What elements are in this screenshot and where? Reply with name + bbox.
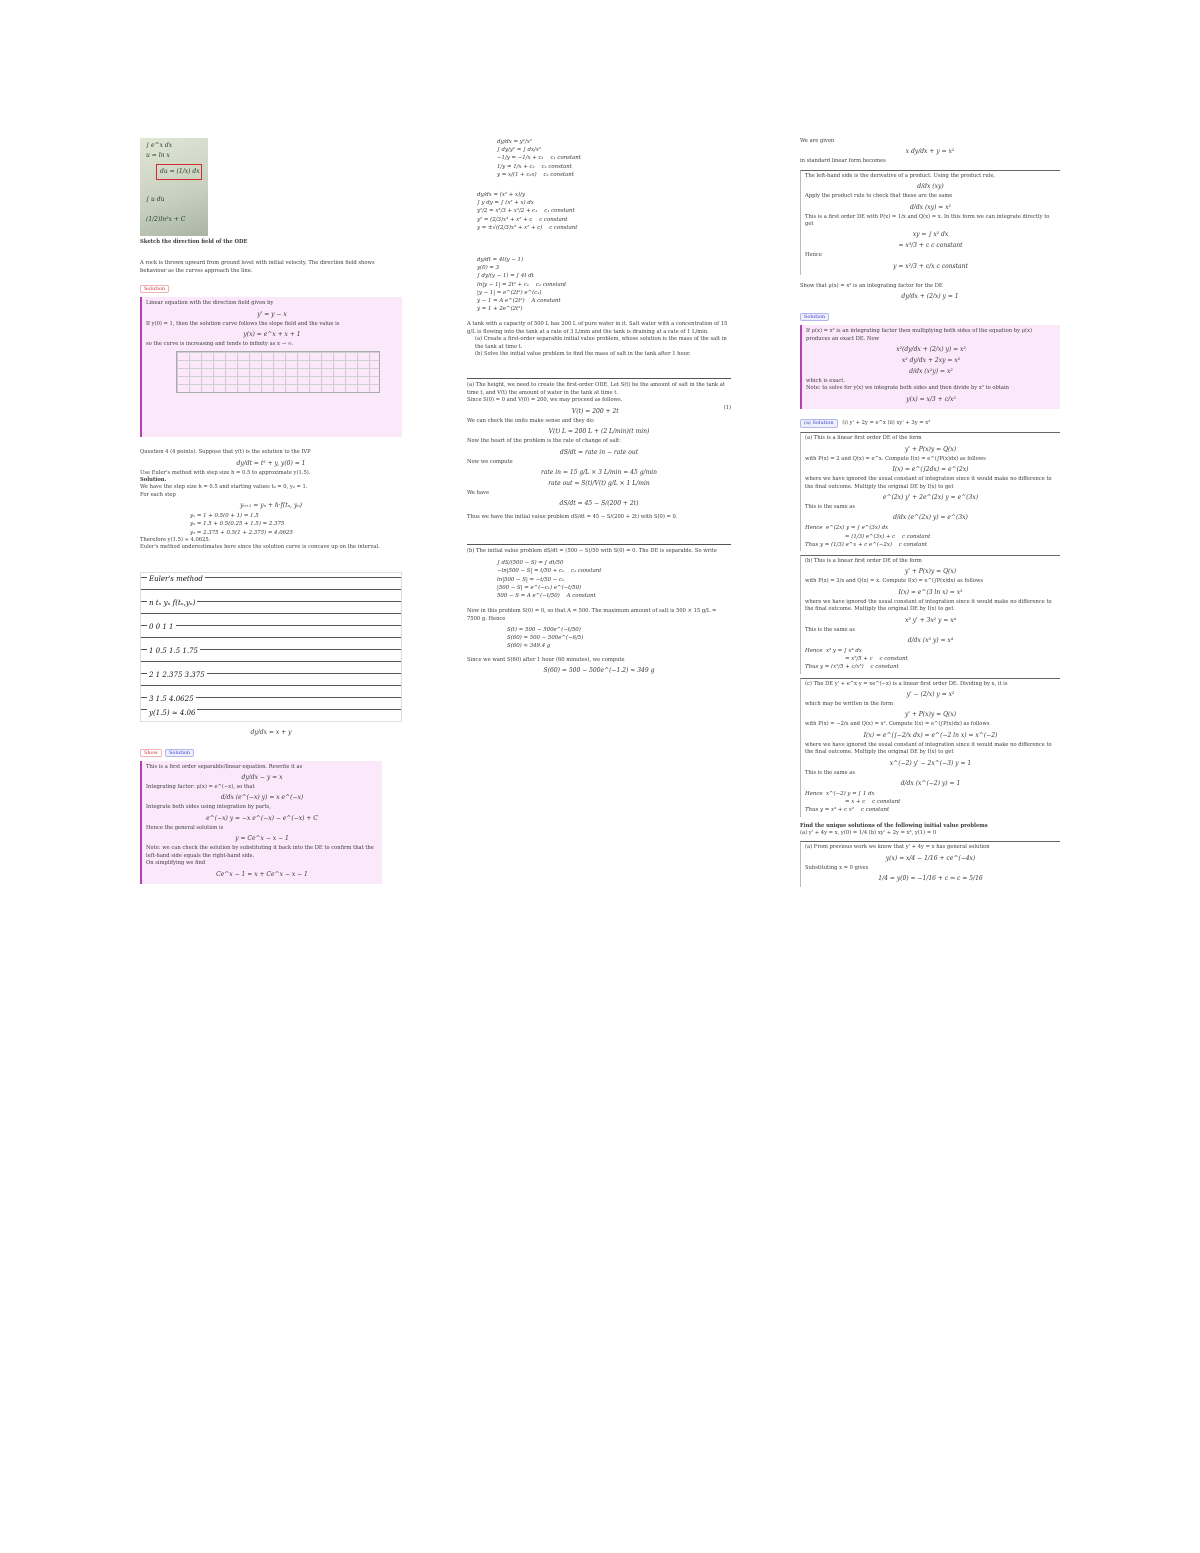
- box-equation: d/dx (x³ y) = x⁴: [907, 636, 954, 644]
- equation-line: 1/y = 1/x + c₂ c₂ constant: [497, 163, 572, 170]
- box-equation: y(x) = x/4 − 1/16 + ce^(−4x): [885, 854, 976, 862]
- we-have-text: We have: [467, 489, 490, 496]
- equation-line: −1/y = −1/x + c₁ c₁ constant: [497, 155, 581, 162]
- equation-line: dy/dt = 4t(y − 1): [477, 257, 524, 264]
- box-equation: = x⁵/5 + c c constant: [845, 656, 908, 663]
- equation-line: y − 1 = A e^(2t²) A constant: [477, 298, 561, 305]
- units-text: We can check the units make sense and they do:: [467, 417, 595, 424]
- photo-line: ∫ u du: [146, 196, 165, 203]
- equation-line: dy/dx = (x² + x)/y: [477, 192, 525, 199]
- exercise-2: [800, 419, 1060, 428]
- equation-line: S(60) ≈ 349.4 g: [507, 643, 551, 650]
- linear-note: in standard linear form becomes: [800, 158, 886, 165]
- equation-line: ln|y − 1| = 2t² + c₁ c₁ constant: [477, 281, 567, 288]
- equation-line: ∫ y dy = ∫ (x² + x) dx: [477, 200, 534, 207]
- exercise-2-equations: (i) y' + 2y = e^x (ii) xy' + 3y = x²: [842, 419, 931, 426]
- solution-line: We have the step size h = 0.5 and starting values t₀ = 0, y₀ = 1.: [140, 484, 308, 491]
- box-line: so the curve is increasing and tends to infinity as x → ∞.: [146, 341, 294, 348]
- part-a-answer: (a) The height, we need to create the first-order ODE. Let S(t) be the amount of salt in the tank at time t, and V(t) the amount of water in the tank at time t.: [467, 382, 725, 396]
- equation-line: y(0) = 3: [477, 265, 500, 272]
- box-line: Integrating factor: μ(x) = e^(−x), so that: [146, 784, 255, 791]
- given-text: We are given: [800, 138, 835, 144]
- box-equation: d/dx (x²y) = x²: [909, 368, 953, 376]
- box-equation: y' + P(x)y = Q(x): [904, 711, 957, 719]
- box-equation: y' = y − x: [257, 310, 287, 318]
- exercise-2-chip[interactable]: (a) Solution: [800, 419, 838, 428]
- box-equation: Thus y = x³ + c x² c constant: [805, 807, 890, 814]
- box-line: which is exact.: [806, 378, 846, 385]
- equation-line: dy/dx = y²/x²: [497, 139, 532, 145]
- tank-problem: A tank with a capacity of 500 L has 200 L of pure water in it. Salt water with a concentration of 15 g/L is flowing into the tank at a rate of 3 L/min and the tank is draining at a rate of 1 L/min.: [467, 321, 728, 335]
- part-b-answer: (b) The initial value problem dS/dt = (500 − S)/50 with S(0) = 0. The DE is separable. So write: [467, 547, 717, 554]
- compute-text: Now we compute: [467, 458, 513, 465]
- box-equation: x^(−2) y' − 2x^(−3) y = 1: [889, 759, 972, 767]
- box-line: Linear equation with the direction field given by: [146, 300, 274, 307]
- volume-equation: V(t) = 200 + 2t: [571, 407, 619, 415]
- part-b-question: (b) Solve the initial value problem to find the mass of salt in the tank after 1 hour.: [475, 351, 691, 358]
- equation-line: 500 − S = A e^(−t/50) A constant: [497, 592, 596, 599]
- box-line: On simplifying we find: [146, 860, 206, 867]
- box-line: with P(x) = 2 and Q(x) = e^x. Compute I(x) = e^(∫P(x)dx) as follows: [805, 455, 986, 462]
- handwritten-table: [140, 572, 402, 722]
- solution-line: For each step: [140, 491, 176, 498]
- rate-out-equation: rate out = S(t)/V(t) g/L × 1 L/min: [548, 479, 650, 487]
- conclude-text: Since we want S(60) after 1 hour (60 minutes), we compute: [467, 656, 625, 663]
- photo-line: (1/2)ln²x + C: [146, 216, 186, 223]
- rate-text: Now the heart of the problem is the rate of change of salt:: [467, 438, 621, 445]
- solution-equation: yₙ₊₁ = yₙ + h·f(tₙ, yₙ): [239, 502, 303, 510]
- box-equation: y = x²/3 + c/x c constant: [893, 262, 968, 270]
- box-line: If y(0) = 1, then the solution curve follows the slope field and the value is: [146, 320, 340, 327]
- hw-row: 1 0.5 1.5 1.75: [149, 646, 198, 655]
- box-line: where we have ignored the usual constant of integration since it would make no difference to the final outcome. Multiply the original DE by I(x) to get: [805, 741, 1052, 756]
- divider: [467, 378, 731, 379]
- equation-row: [467, 405, 731, 418]
- box-equation: d/dx (xy): [917, 183, 944, 191]
- equation-line: y = x/(1 + c₂x) c₂ constant: [497, 171, 574, 178]
- rate-in-equation: rate in = 15 g/L × 3 L/min = 45 g/min: [540, 468, 658, 476]
- equation-line: y = ±√((2/3)x³ + x² + c) c constant: [477, 224, 578, 231]
- box-line: This is the same as: [805, 626, 856, 633]
- box-equation: x³ y' + 3x² y = x⁴: [904, 616, 957, 624]
- solution-link[interactable]: Solution: [140, 285, 169, 293]
- hw-row: 3 1.5 4.0625: [149, 694, 194, 703]
- solution-chip[interactable]: Solution: [800, 313, 829, 321]
- box-line: Integrate both sides using integration by parts,: [146, 804, 271, 811]
- rate-equation: dS/dt = rate in − rate out: [559, 448, 639, 456]
- box-equation: y = Ce^x − x − 1: [235, 835, 289, 843]
- box-line: Hence the general solution is: [146, 824, 224, 831]
- paragraph: A rock is thrown upward from ground level with initial velocity. The direction field shows behaviour as the curves approach the line.: [140, 260, 375, 274]
- given-equation: x dy/dx + y = x²: [905, 148, 955, 156]
- box-equation: d/dx (e^(2x) y) = e^(3x): [893, 514, 968, 522]
- box-equation: y' + P(x)y = Q(x): [904, 445, 957, 453]
- final-equation: S(60) = 500 − 500e^(−1.2) ≈ 349 g: [543, 666, 655, 674]
- box-line: where we have ignored the usual constant of integration since it would make no difference to the final outcome. Multiply the original DE by I(x) to get: [805, 598, 1052, 613]
- equation-line: y²/2 = x³/3 + x²/2 + c₁ c₁ constant: [477, 208, 575, 215]
- box-equation: I(x) = e^(3 ln x) = x³: [898, 588, 963, 596]
- separable-block-3: [477, 256, 731, 313]
- equation-line: S(t) = 500 − 500e^(−t/50): [507, 626, 581, 633]
- equation-line: ∫ dy/y² = ∫ dx/x²: [497, 147, 542, 154]
- box-equation: = x + c c constant: [845, 799, 901, 806]
- box-line: This is the same as: [805, 769, 856, 776]
- separable-block-2: [477, 191, 731, 232]
- box-line: If μ(x) = x² is an integrating factor then multiplying both sides of the equation by μ(x) produces an exact DE. Now: [806, 328, 1033, 342]
- units-equation: V(t) L = 200 L + (2 L/min)(t min): [548, 428, 650, 436]
- box-line: (c) The DE y' + e^x y = xe^(−x) is a linear first order DE. Dividing by x, it is: [805, 680, 1008, 687]
- box-equation: = (1/3) e^(3x) + c c constant: [845, 533, 931, 540]
- ode-equation: dy/dx = x + y: [250, 728, 292, 736]
- question-4: Question 4 (4 points). Suppose that y(t) is the solution to the IVP: [140, 449, 311, 456]
- box-line: with P(x) = 3/x and Q(x) = x. Compute I(x) = e^(∫P(x)dx) as follows: [805, 578, 984, 585]
- box-line: Substituting x = 0 gives: [805, 864, 869, 871]
- photo-caption: Sketch the direction field of the ODE: [140, 239, 248, 245]
- box-line: Hence: [805, 252, 822, 259]
- box-line: where we have ignored the usual constant of integration since it would make no difference to the final outcome. Multiply the original DE by I(x) to get: [805, 476, 1052, 490]
- box-line: This is the same as: [805, 503, 856, 510]
- box-line: Note: to solve for y(x) we integrate both sides and then divide by x² to obtain: [806, 385, 1009, 392]
- direction-field-plot: [176, 351, 380, 393]
- solution-equation: y₁ = 1 + 0.5(0 + 1) = 1.5: [190, 513, 259, 520]
- box-equation: Hence e^(2x) y = ∫ e^(3x) dx: [805, 525, 889, 532]
- product-rule-box: [800, 170, 1060, 275]
- question-4-note: Use Euler's method with step size h = 0.5 to approximate y(1.5).: [140, 469, 311, 476]
- part-c-box: [800, 678, 1060, 817]
- box-equation: Ce^x − 1 = x + Ce^x − x − 1: [216, 870, 308, 878]
- part-a-box: [800, 432, 1060, 551]
- box-equation: xy = ∫ x² dx: [912, 231, 949, 239]
- separable-block-1: [497, 138, 731, 179]
- separable-block-4: [497, 559, 731, 600]
- solution-equation: y₃ = 2.375 + 0.5(1 + 2.375) = 4.0625: [190, 529, 293, 536]
- box-equation: Thus y = (x²/5 + c/x³) c constant: [805, 664, 899, 671]
- solution-chip[interactable]: Solution: [165, 749, 194, 757]
- box-equation: I(x) = e^(∫−2/x dx) = e^(−2 ln x) = x^(−2): [863, 731, 998, 739]
- solution-label: Solution.: [140, 477, 167, 484]
- hw-title: Euler's method: [149, 574, 203, 583]
- answer: Therefore y(1.5) ≈ 4.0625.: [140, 536, 211, 543]
- final-text: Now in this problem S(0) = 0, so that A = 500. The maximum amount of salt is 500 × 15 g/L = 7500 g. Hence: [467, 608, 717, 622]
- equation-line: y = 1 + 2e^(2t²): [477, 306, 523, 313]
- column-2: [467, 138, 731, 677]
- box-equation: d/dx (xy) = x²: [909, 203, 952, 211]
- part-a-answer-2: Since S(0) = 0 and V(0) = 200, we may proceed as follows.: [467, 397, 623, 404]
- ivp-equations: (a) y' + 4y = x, y(0) = 1/4 (b) xy' + 2y = x³, y(1) = 0: [800, 830, 937, 837]
- part-a-question: (a) Create a first-order separable initial value problem, whose solution is the mass of the salt in the tank at time t.: [475, 336, 727, 350]
- box-equation: y' − (2/x) y = x²: [906, 690, 955, 698]
- box-line: with P(x) = −2/x and Q(x) = x². Compute I(x) = e^(∫P(x)dx) as follows: [805, 721, 990, 728]
- box-equation: Hence x^(−2) y = ∫ 1 dx: [805, 791, 875, 797]
- equation-line: |500 − S| = e^(−c₁) e^(−t/50): [497, 584, 582, 591]
- box-equation: I(x) = e^(∫2dx) = e^(2x): [892, 466, 969, 474]
- box-equation: y(x) = x/3 + c/x²: [906, 395, 956, 403]
- equation-line: ∫ dS/(500 − S) = ∫ dt/50: [497, 560, 564, 567]
- box-equation: e^(2x) y' + 2e^(2x) y = e^(3x): [882, 493, 979, 501]
- box-equation: d/dx (x^(−2) y) = 1: [900, 780, 961, 787]
- box-equation: Hence x³ y = ∫ x⁴ dx: [805, 647, 862, 654]
- box-line: (a) This is a linear first order DE of the form: [805, 435, 922, 442]
- equation-line: y² = (2/3)x³ + x² + c c constant: [477, 216, 568, 223]
- box-equation: = x³/3 + c c constant: [898, 242, 963, 250]
- equation-line: ∫ dy/(y − 1) = ∫ 4t dt: [477, 273, 534, 280]
- handwritten-photo: [140, 138, 208, 236]
- question-4-equation: dy/dt = t² + y, y(0) = 1: [236, 459, 306, 467]
- equation-line: ln|500 − S| = −t/50 − c₁: [497, 576, 565, 583]
- column-3: [800, 138, 1060, 891]
- box-equation: y(x) = e^x + x + 1: [243, 331, 301, 339]
- box-line: The left-hand side is the derivative of a product. Using the product rule,: [805, 172, 996, 179]
- box-line: (a) From previous work we know that y' + 4y = x has general solution: [805, 844, 990, 851]
- box-equation: Thus y = (1/3) e^x + c e^(−2x) c constant: [805, 541, 928, 548]
- column-1: [140, 138, 402, 887]
- solution-equation: y₂ = 1.5 + 0.5(0.25 + 1.5) = 2.375: [190, 521, 285, 528]
- equation-line: S(60) = 500 − 500e^(−6/5): [507, 635, 584, 642]
- box-line: (b) This is a linear first order DE of the form: [805, 557, 922, 564]
- answer-note: Euler's method underestimates here since the solution curve is concave up on the interval.: [140, 544, 380, 551]
- part-b-box: [800, 555, 1060, 674]
- box-equation: y' + P(x)y = Q(x): [904, 568, 957, 576]
- equation-line: −ln|500 − S| = t/50 + c₁ c₁ constant: [497, 568, 602, 575]
- show-equation: dy/dx + (2/x) y = 1: [901, 293, 959, 301]
- box-equation: d/dx (e^(−x) y) = x e^(−x): [220, 794, 304, 802]
- solution-box-2: [140, 761, 382, 884]
- ivp-answer: Thus we have the initial value problem dS/dt = 45 − S/(200 + 2t) with S(0) = 0.: [467, 514, 678, 521]
- box-line: which may be written in the form: [805, 700, 894, 707]
- box-equation: dy/dx − y = x: [241, 774, 283, 782]
- box-line: Note: we can check the solution by substituting it back into the DE to confirm that the left-hand side equals the right-hand side.: [146, 845, 374, 859]
- show-chip[interactable]: Show: [140, 749, 162, 757]
- hw-row: n tₙ yₙ f(tₙ,yₙ): [149, 598, 196, 607]
- ode-equation: dS/dt = 45 − S/(200 + 2t): [559, 500, 639, 508]
- equation-line: |y − 1| = e^(2t²) e^(c₁): [477, 289, 542, 296]
- show-text: Show that μ(x) = x² is an integrating factor for the DE: [800, 282, 943, 289]
- photo-line: u = ln x: [146, 152, 170, 159]
- ivp-solution-box: [800, 841, 1060, 887]
- box-line: This is a first order DE with P(x) = 1/x and Q(x) = x. In this form we can integrate directly to get: [805, 213, 1050, 228]
- separable-block-5: [507, 626, 731, 651]
- hw-result: y(1.5) ≈ 4.06: [149, 708, 196, 717]
- photo-line: ∫ e^x dx: [146, 142, 173, 149]
- hw-row: 0 0 1 1: [149, 622, 174, 631]
- box-equation: 1/4 = y(0) = −1/16 + c ⇒ c = 5/16: [878, 875, 983, 883]
- equation-tag: (1): [723, 404, 731, 411]
- box-equation: x² dy/dx + 2xy = x²: [901, 357, 961, 365]
- box-line: Apply the product rule to check that these are the same: [805, 193, 953, 200]
- box-line: This is a first order separable/linear equation. Rewrite it as: [146, 763, 303, 770]
- hw-row: 2 1 2.375 3.375: [149, 670, 205, 679]
- box-equation: e^(−x) y = −x e^(−x) − e^(−x) + C: [206, 814, 318, 822]
- box-equation: x²(dy/dx + (2/x) y) = x²: [896, 346, 966, 354]
- photo-line: du = (1/x) dx: [160, 168, 200, 175]
- divider: [467, 544, 731, 545]
- solution-box-3: [800, 325, 1060, 409]
- solution-box-1: [140, 297, 402, 437]
- ivp-heading: Find the unique solutions of the following initial value problems: [800, 822, 988, 829]
